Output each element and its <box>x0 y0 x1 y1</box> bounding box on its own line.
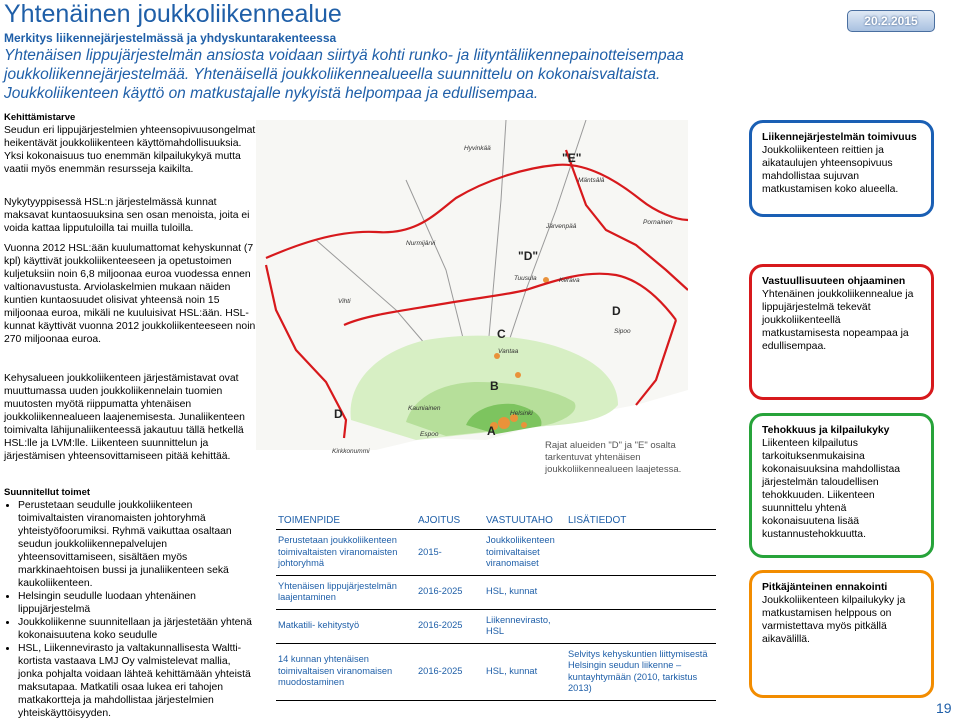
box-long-term <box>749 570 934 698</box>
place-label: Sipoo <box>614 328 631 335</box>
table-row <box>276 530 716 576</box>
box-heading: Vastuullisuuteen ohjaaminen <box>762 276 906 287</box>
box-text: Joukkoliikenteen kilpailukyky ja matkustamisen helppous on varmistettava myös pitkällä aikavälillä. <box>762 595 906 645</box>
table-cell: Selvitys kehyskuntien liittymisestä Helsingin seudun liikenne –kuntayhtymään (2010, tarkistus 2013) <box>566 643 716 700</box>
table-cell <box>566 530 716 576</box>
zone-map <box>256 120 688 485</box>
place-label: Vantaa <box>498 348 519 355</box>
table-cell: 2016-2025 <box>416 643 484 700</box>
place-label: Kerava <box>559 277 580 284</box>
box-heading: Pitkäjänteinen ennakointi <box>762 582 888 593</box>
box-traffic-system <box>749 120 934 217</box>
zone-label-d-west: D <box>334 407 343 421</box>
paragraph: Vuonna 2012 HSL:ään kuulumattomat kehyskunnat (7 kpl) käyttivät joukkoliikenteeseen ja opetustoimen kuljetuksiin noin 6,8 miljoonaa euroa vuodessa ennen valtionavustusta. Arviolaskelmien mukaan näiden kuntien kuntaosuudet olisivat yhteensä noin 15 miljoonaa euroa, mikäli ne kuuluisivat HSL:ään. HSL-kunnat käyttivät vuonna 2012 joukkoliikenteeseen noin 270 miljoonaa euroa. <box>4 243 256 345</box>
place-label: Vihti <box>338 298 351 305</box>
table-cell: Liikennevirasto, HSL <box>484 609 566 643</box>
table-cell <box>566 609 716 643</box>
list-item: • Helsingin seudulle luodaan yhtenäinen lippujärjestelmä <box>18 590 256 616</box>
zone-label-a: A <box>487 424 496 438</box>
table-cell: Matkatili- kehitystyö <box>276 609 416 643</box>
place-label: Nurmijärvi <box>406 240 436 247</box>
list-item: • Perustetaan seudulle joukkoliikenteen toimivaltaisten viranomaisten johtoryhmä yhteistyöfoorumiksi. Ryhmä vaikuttaa osaltaan seudun joukkoliikennepalvelujen yhteensovittamiseen, sisältäen myös markkinaehtoisen bussi ja junaliikenteen sekä kaukoliikenteen. <box>18 499 256 590</box>
map-note: Rajat alueiden "D" ja "E" osalta tarkentuvat yhtenäisen joukkoliikennealueen laajetessa. <box>545 440 682 475</box>
box-text: Yhtenäinen joukkoliikennealue ja lippujärjestelmä tekevät joukkoliikenteellä matkustamisesta nopeampaa ja edullisempaa. <box>762 289 914 352</box>
place-label: Pornainen <box>643 219 673 226</box>
zone-label-c: C <box>497 327 506 341</box>
place-label: Järvenpää <box>546 223 577 230</box>
box-responsibility <box>749 264 934 400</box>
actions-table <box>276 512 716 701</box>
place-label: Helsinki <box>510 410 533 417</box>
paragraph: Nykytyyppisessä HSL:n järjestelmässä kunnat maksavat kuntaosuuksina sen osan menoista, joita ei voida kattaa lipputuloilla tai muilla tuloilla. <box>4 197 250 234</box>
column-header: AJOITUS <box>416 512 484 530</box>
actions-list <box>4 499 256 720</box>
table-header-row <box>276 512 716 530</box>
table-row <box>276 643 716 700</box>
subtitle-intro <box>4 46 704 103</box>
zone-label-d-east: D <box>612 304 621 318</box>
place-label: Espoo <box>420 431 439 438</box>
box-efficiency <box>749 413 934 558</box>
table-cell: Joukkoliikenteen toimivaltaiset viranomaiset <box>484 530 566 576</box>
table-cell: HSL, kunnat <box>484 575 566 609</box>
table-row <box>276 609 716 643</box>
section-heading: Suunnitellut toimet <box>4 487 91 498</box>
zone-map-graphic <box>256 120 688 485</box>
place-label: Kauniainen <box>408 405 441 412</box>
zone-label-b: B <box>490 379 499 393</box>
paragraph: Seudun eri lippujärjestelmien yhteensopivuusongelmat heikentävät joukkoliikenteen käyttömahdollisuuksia. Yksi kokonaisuus tuo enemmän kilpailukykyä mutta vaatii myös enemmän resursseja kaikilta. <box>4 125 256 175</box>
zone-label-d-quoted: "D" <box>518 249 539 263</box>
box-text: Liikenteen kilpailutus tarkoituksenmukaisina kokonaisuuksina mahdollistaa järjestelmän taloudellisen tehokkuuden. Liikenteen suunnittelu yhtenä kokonaisuutena lisää kustannustehokkuutta. <box>762 438 901 540</box>
box-heading: Tehokkuus ja kilpailukyky <box>762 425 890 436</box>
subtitle-line: joukkoliikennejärjestelmää. Yhtenäisellä joukkoliikennealueella suunnittelu on kokonaisvaltaista. <box>4 66 661 83</box>
page-title: Yhtenäinen joukkoliikennealue <box>4 0 342 28</box>
column-header: TOIMENPIDE <box>276 512 416 530</box>
table-row <box>276 575 716 609</box>
date-badge: 20.2.2015 <box>847 10 935 32</box>
page-number: 19 <box>936 700 952 716</box>
table-cell: HSL, kunnat <box>484 643 566 700</box>
table-cell: Yhtenäisen lippujärjestelmän laajentaminen <box>276 575 416 609</box>
list-item: • HSL, Liikennevirasto ja valtakunnallisesta Waltti-kortista vastaava LMJ Oy valmistelevat mallia, jonka pohjalta voidaan lähteä kehittämään yhteistä maksutapaa. Matkatili osaa lukea eri tahojen matkakortteja ja mahdollistaa järjestelmien yhteiskäyttöisyyden. <box>18 642 256 720</box>
box-text: Joukkoliikenteen reittien ja aikataulujen yhteensopivuus mahdollistaa sujuvan matkustamisen koko alueella. <box>762 145 899 195</box>
subtitle-line: Joukkoliikenteen käyttö on matkustajalle nykyistä helpompaa ja edullisempaa. <box>4 85 539 102</box>
table-cell: 2015- <box>416 530 484 576</box>
table-cell: 14 kunnan yhtenäisen toimivaltaisen viranomaisen muodostaminen <box>276 643 416 700</box>
list-item: • Joukkoliikenne suunnitellaan ja järjestetään yhtenä kokonaisuutena koko seudulle <box>18 616 256 642</box>
subtitle-line: Yhtenäisen lippujärjestelmän ansiosta voidaan siirtyä kohti runko- ja liityntäliikennepainotteisempaa <box>4 47 684 64</box>
column-header: VASTUUTAHO <box>484 512 566 530</box>
table-cell: 2016-2025 <box>416 609 484 643</box>
table-cell: 2016-2025 <box>416 575 484 609</box>
place-label: Kirkkonummi <box>332 448 370 455</box>
subtitle-heading: Merkitys liikennejärjestelmässä ja yhdyskuntarakenteessa <box>4 31 337 45</box>
section-heading: Kehittämistarve <box>4 112 76 123</box>
place-label: Hyvinkää <box>464 145 491 152</box>
column-header: LISÄTIEDOT <box>566 512 716 530</box>
table-cell <box>566 575 716 609</box>
box-heading: Liikennejärjestelmän toimivuus <box>762 132 917 143</box>
paragraph: Kehysalueen joukkoliikenteen järjestämistavat ovat muuttumassa uuden joukkoliikennelain tuomien muutosten myötä riippumatta yhtenäisen joukkoliikennealueen laajenemisesta. Junaliikenteen toimivalta lähijunaliikenteessä jakautuu tällä hetkellä HSL:lle ja LVM:lle. Liikenteen suunnittelun ja järjestämisen yhteensovittamiseen pitää kehittää. <box>4 373 245 462</box>
table-cell: Perustetaan joukkoliikenteen toimivaltaisten viranomaisten johtoryhmä <box>276 530 416 576</box>
zone-label-e-quoted: "E" <box>562 151 582 165</box>
planned-actions-section <box>4 486 256 720</box>
development-need-section <box>4 111 256 176</box>
place-label: Mäntsälä <box>578 177 605 184</box>
place-label: Tuusula <box>514 275 537 282</box>
